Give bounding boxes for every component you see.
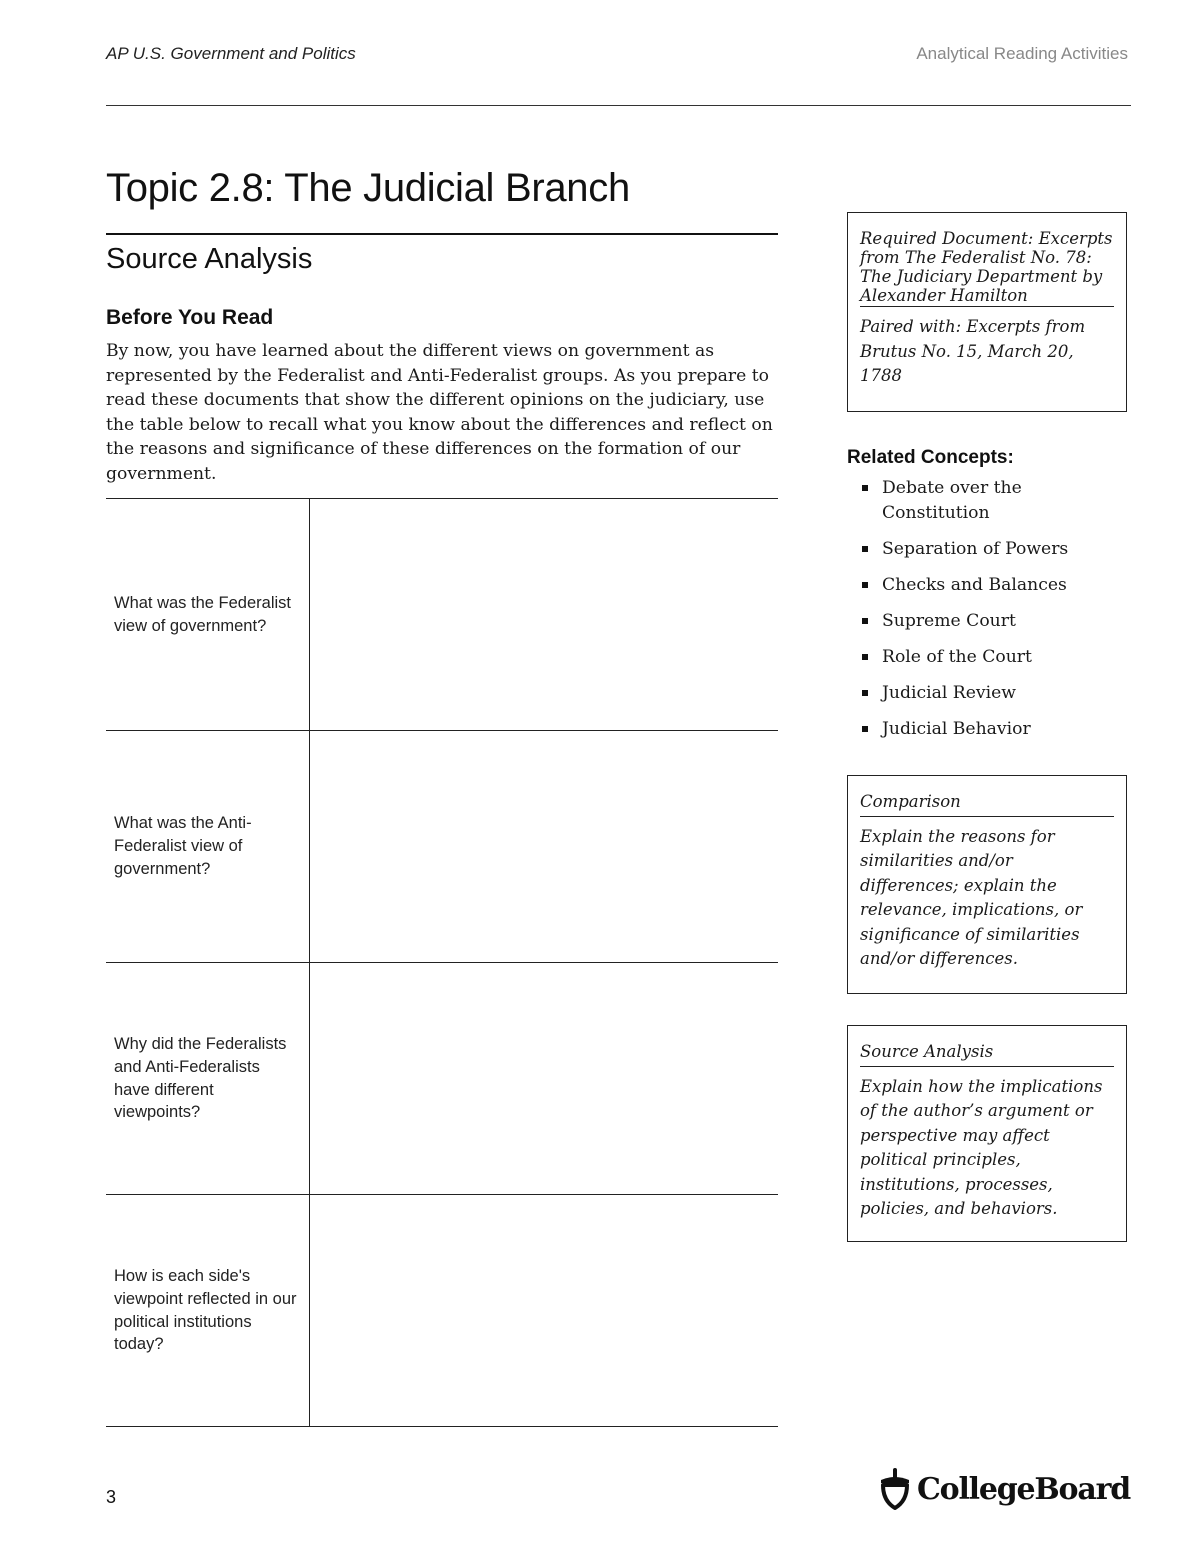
intro-paragraph: By now, you have learned about the different views on government as represented by the Federalist and Anti-Federalist groups. As you prepare to read these documents that show the different opinions on the judiciary, use the table below to recall what you know about the differences and reflect on the reasons and significance of these differences on the formation of our government. <box>106 341 773 484</box>
header-divider <box>106 105 1131 106</box>
question-cell: Why did the Federalists and Anti-Federalists have different viewpoints? <box>106 963 309 1195</box>
header-course: AP U.S. Government and Politics <box>106 44 356 63</box>
source-analysis-text: Explain how the implications of the author’s argument or perspective may affect political principles, institutions, processes, policies, and behaviors. <box>860 1076 1103 1218</box>
concept-label: Checks and Balances <box>882 575 1067 595</box>
source-analysis-label: Source Analysis <box>860 1040 1114 1067</box>
page-number: 3 <box>106 1487 117 1507</box>
bullet-icon <box>862 582 868 588</box>
concept-label: Role of the Court <box>882 647 1032 667</box>
table-row <box>106 1195 778 1427</box>
concept-label: Supreme Court <box>882 611 1016 631</box>
bullet-icon <box>862 485 868 491</box>
bullet-icon <box>862 546 868 552</box>
concept-label: Judicial Review <box>882 683 1016 703</box>
concept-label: Separation of Powers <box>882 539 1069 559</box>
logo-text: CollegeBoard <box>916 1471 1130 1507</box>
list-item <box>860 717 1120 742</box>
table-row <box>106 963 778 1195</box>
required-document: Required Document: Excerpts from The Federalist No. 78: The Judiciary Department by Alexander Hamilton <box>860 229 1113 305</box>
question-cell: What was the Anti-Federalist view of government? <box>106 731 309 963</box>
answer-cell[interactable] <box>309 499 778 731</box>
bullet-icon <box>862 654 868 660</box>
table-row <box>106 731 778 963</box>
reflection-table <box>106 498 778 1427</box>
source-analysis-box <box>847 1025 1127 1242</box>
concept-label: Judicial Behavior <box>882 719 1031 739</box>
before-you-read-heading: Before You Read <box>106 306 274 329</box>
answer-cell[interactable] <box>309 963 778 1195</box>
list-item <box>860 537 1120 562</box>
bullet-icon <box>862 726 868 732</box>
list-item <box>860 681 1120 706</box>
comparison-box <box>847 775 1127 994</box>
header-series: Analytical Reading Activities <box>916 44 1128 63</box>
answer-cell[interactable] <box>309 731 778 963</box>
required-document-box <box>847 212 1127 412</box>
concept-label: Debate over the Constitution <box>882 478 1022 523</box>
question-cell: What was the Federalist view of government? <box>106 499 309 731</box>
collegeboard-logo <box>877 1468 1130 1510</box>
related-concepts-heading: Related Concepts: <box>847 447 1014 468</box>
related-concepts-list <box>860 476 1120 753</box>
acorn-icon <box>877 1468 913 1510</box>
list-item <box>860 609 1120 634</box>
bullet-icon <box>862 690 868 696</box>
title-divider <box>106 233 778 235</box>
answer-cell[interactable] <box>309 1195 778 1427</box>
section-heading: Source Analysis <box>106 243 313 275</box>
bullet-icon <box>862 618 868 624</box>
list-item <box>860 645 1120 670</box>
page-title: Topic 2.8: The Judicial Branch <box>106 166 630 210</box>
list-item <box>860 573 1120 598</box>
table-row <box>106 499 778 731</box>
question-cell: How is each side's viewpoint reflected in our political institutions today? <box>106 1195 309 1427</box>
comparison-text: Explain the reasons for similarities and/or differences; explain the relevance, implications, or significance of similarities and/or differences. <box>860 826 1083 968</box>
comparison-label: Comparison <box>860 790 1114 817</box>
paired-document: Paired with: Excerpts from Brutus No. 15, March 20, 1788 <box>860 317 1086 385</box>
list-item <box>860 476 1120 526</box>
